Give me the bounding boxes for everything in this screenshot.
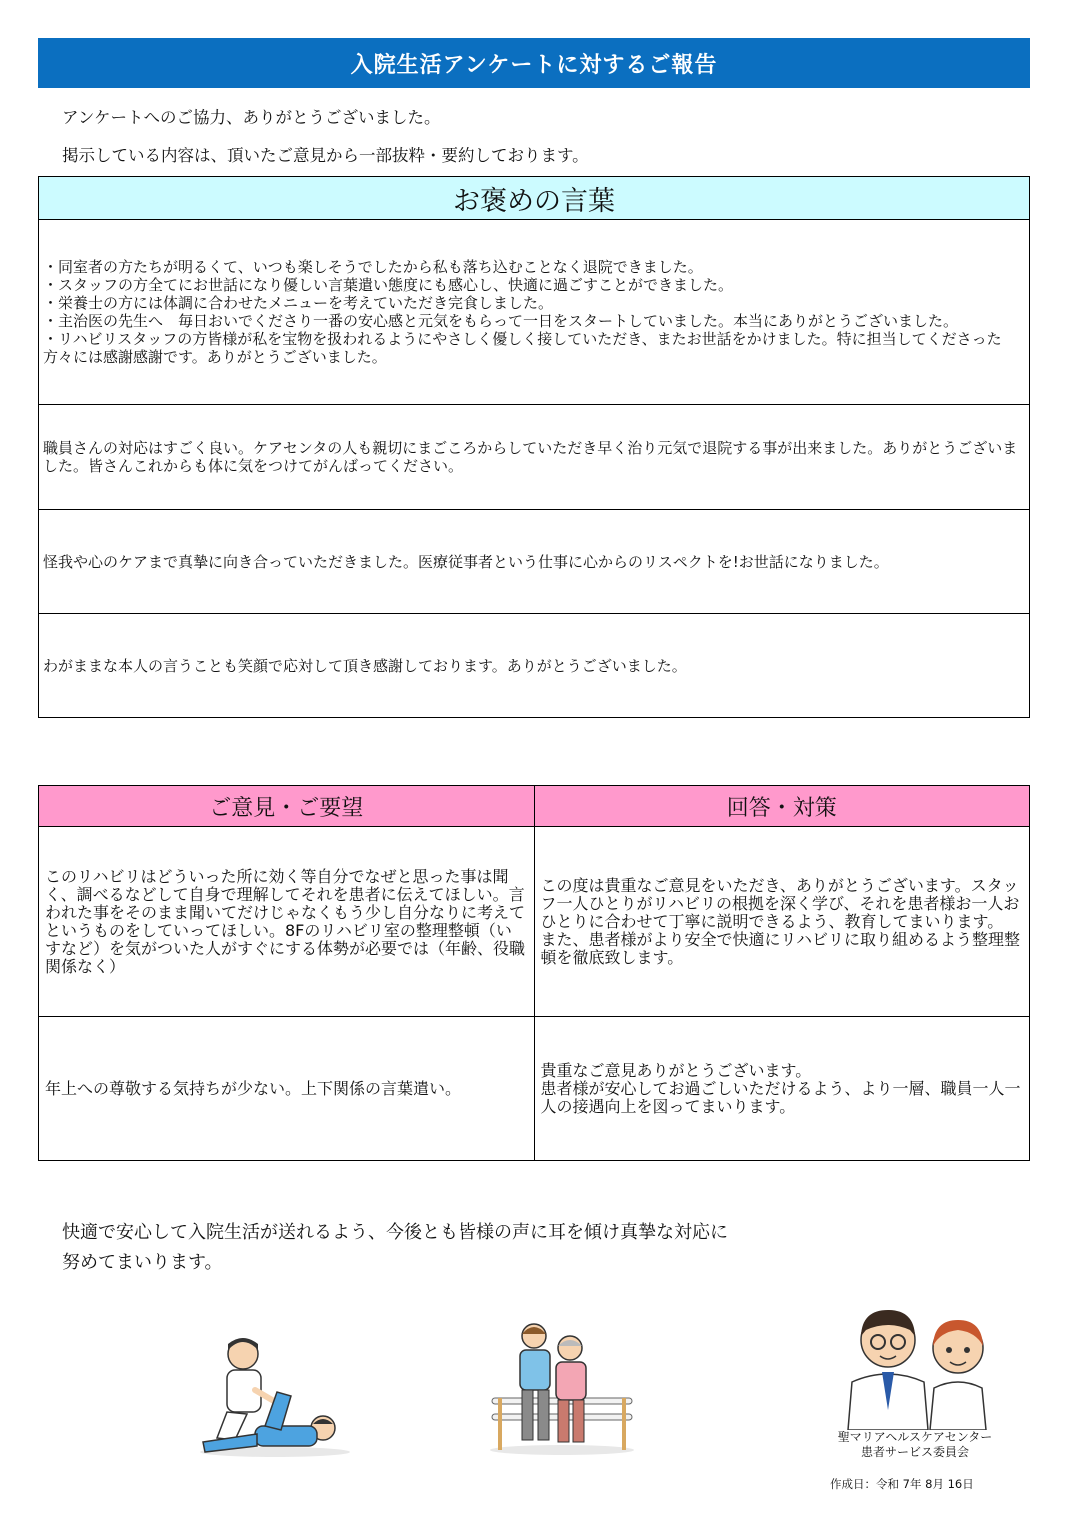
answer-cell: この度は貴重なご意見をいただき、ありがとうございます。スタッフ一人ひとりがリハビリの根拠を深く学び、それを患者様お一人おひとりに合わせて丁寧に説明できるよう、教育してまいります。 また、患者様がより安全で快適にリハビリに取り組めるよう整理整頓を徹底致します。 xyxy=(534,827,1030,1017)
praise-list xyxy=(43,258,1025,366)
praise-cell-2: 職員さんの対応はすごく良い。ケアセンタの人も親切にまごころからしていただき早く治り元気で退院する事が出来ました。ありがとうございました。皆さんこれからも体に気をつけてがんばってください。 xyxy=(39,405,1030,510)
closing-line: 努めてまいります。 xyxy=(62,1252,223,1273)
answer-cell: 貴重なご意見ありがとうございます。 患者様が安心してお過ごしいただけるよう、より一層、職員一人一人の接遇向上を図ってまいります。 xyxy=(534,1017,1030,1161)
page-title: 入院生活アンケートに対するご報告 xyxy=(38,38,1030,88)
praise-cell-3: 怪我や心のケアまで真摯に向き合っていただきました。医療従事者という仕事に心からのリスペクトを!お世話になりました。 xyxy=(39,510,1030,614)
opinion-cell: このリハビリはどういった所に効く等自分でなぜと思った事は聞く、調べるなどして自身で理解してそれを患者に伝えてほしい。言われた事をそのまま聞いてだけじゃなくもう少し自分なりに考えてというものをしていってほしい。8Fのリハビリ室の整理整頓（いすなど）を気がついた人がすぐにする体勢が必要では（年齢、役職関係なく） xyxy=(39,827,535,1017)
praise-item: ・栄養士の方には体調に合わせたメニューを考えていただき完食しました。 xyxy=(43,294,554,312)
closing-message xyxy=(62,1218,728,1278)
praise-cell-1 xyxy=(39,220,1030,405)
org-line: 患者サービス委員会 xyxy=(860,1445,969,1459)
intro-note: 掲示している内容は、頂いたご意見から一部抜粋・要約しております。 xyxy=(62,146,589,165)
therapist-stretching-patient-illustration xyxy=(195,1330,355,1460)
doctor-and-nurse-illustration xyxy=(840,1300,1000,1430)
opinion-column-header: ご意見・ご要望 xyxy=(39,786,535,827)
praise-item: ・同室者の方たちが明るくて、いつも楽しそうでしたから私も落ち込むことなく退院できました。 xyxy=(43,258,703,276)
walking-rehab-parallel-bars-illustration xyxy=(482,1318,642,1458)
organization-name xyxy=(820,1430,1010,1460)
praise-item: ・リハビリスタッフの方皆様が私を宝物を扱われるようにやさしく優しく接していただき、またお世話をかけました。特に担当してくださった方々には感謝感謝です。ありがとうございました。 xyxy=(43,330,1002,366)
praise-item: ・主治医の先生へ 毎日おいでくださり一番の安心感と元気をもらって一日をスタートしていました。本当にありがとうございました。 xyxy=(43,312,959,330)
opinion-table xyxy=(38,785,1030,1161)
intro-thanks: アンケートへのご協力、ありがとうございました。 xyxy=(62,108,441,127)
closing-line: 快適で安心して入院生活が送れるよう、今後とも皆様の声に耳を傾け真摯な対応に xyxy=(62,1222,728,1243)
praise-heading: お褒めの言葉 xyxy=(39,177,1030,220)
org-line: 聖マリアヘルスケアセンター xyxy=(837,1430,993,1444)
created-date: 作成日：令和 7年 8月 16日 xyxy=(830,1477,974,1491)
opinion-cell: 年上への尊敬する気持ちが少ない。上下関係の言葉遣い。 xyxy=(39,1017,535,1161)
praise-item: ・スタッフの方全てにお世話になり優しい言葉遣い態度にも感心し、快適に過ごすことができました。 xyxy=(43,276,734,294)
praise-cell-4: わがままな本人の言うことも笑顔で応対して頂き感謝しております。ありがとうございました。 xyxy=(39,614,1030,718)
answer-column-header: 回答・対策 xyxy=(534,786,1030,827)
praise-table xyxy=(38,176,1030,718)
